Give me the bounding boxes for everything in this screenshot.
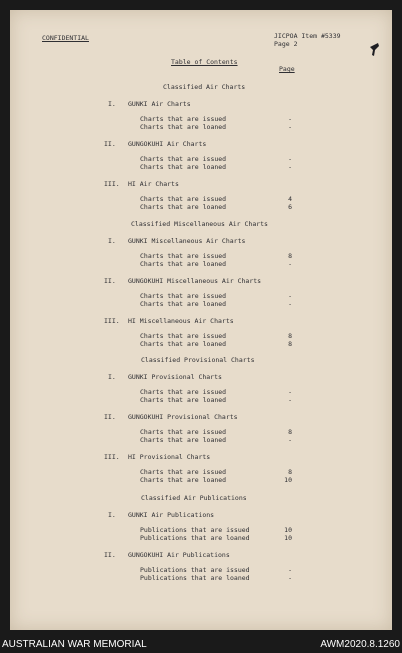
entry-page: 10 — [284, 534, 292, 542]
group-numeral: II. — [104, 413, 116, 421]
entry-page: - — [288, 123, 292, 131]
entry-label: Charts that are loaned — [140, 163, 227, 171]
entry-label: Charts that are loaned — [140, 203, 227, 211]
page-number: Page 2 — [274, 40, 298, 48]
entry-page: - — [288, 574, 292, 582]
entry-label: Charts that are loaned — [140, 436, 227, 444]
entry-page: - — [288, 300, 292, 308]
footer-bar — [0, 636, 402, 653]
entry-label: Publications that are issued — [140, 526, 250, 534]
entry-label: Charts that are issued — [140, 428, 227, 436]
entry-page: - — [288, 115, 292, 123]
section-heading: Classified Air Publications — [141, 494, 247, 502]
entry-page: 6 — [288, 203, 292, 211]
entry-label: Charts that are issued — [140, 468, 227, 476]
institution-name: AUSTRALIAN WAR MEMORIAL — [2, 639, 147, 650]
entry-page: - — [288, 155, 292, 163]
section-heading: Classified Miscellaneous Air Charts — [131, 220, 268, 228]
entry-label: Publications that are loaned — [140, 574, 250, 582]
entry-page: - — [288, 388, 292, 396]
entry-label: Charts that are issued — [140, 195, 227, 203]
entry-page: 8 — [288, 428, 292, 436]
entry-page: 8 — [288, 252, 292, 260]
entry-label: Charts that are issued — [140, 292, 227, 300]
group-title: HI Air Charts — [128, 180, 179, 188]
section-heading: Classified Air Charts — [163, 83, 246, 91]
document-page — [10, 10, 392, 630]
entry-page: 10 — [284, 476, 292, 484]
entry-page: - — [288, 566, 292, 574]
group-numeral: I. — [108, 100, 116, 108]
group-title: GUNKI Air Publications — [128, 511, 215, 519]
entry-page: - — [288, 163, 292, 171]
entry-page: 8 — [288, 340, 292, 348]
group-numeral: I. — [108, 237, 116, 245]
entry-label: Publications that are loaned — [140, 534, 250, 542]
group-title: HI Miscellaneous Air Charts — [128, 317, 234, 325]
entry-page: 4 — [288, 195, 292, 203]
group-title: GUNGOKUHI Air Charts — [128, 140, 207, 148]
entry-page: 10 — [284, 526, 292, 534]
entry-label: Charts that are loaned — [140, 476, 227, 484]
entry-label: Publications that are issued — [140, 566, 250, 574]
group-numeral: I. — [108, 511, 116, 519]
group-title: GUNKI Provisional Charts — [128, 373, 222, 381]
group-title: GUNGOKUHI Provisional Charts — [128, 413, 238, 421]
section-heading: Classified Provisional Charts — [141, 356, 255, 364]
group-numeral: III. — [104, 453, 120, 461]
entry-page: - — [288, 260, 292, 268]
entry-label: Charts that are issued — [140, 388, 227, 396]
entry-label: Charts that are issued — [140, 332, 227, 340]
group-numeral: II. — [104, 140, 116, 148]
entry-page: - — [288, 436, 292, 444]
entry-label: Charts that are issued — [140, 115, 227, 123]
group-title: GUNKI Air Charts — [128, 100, 191, 108]
group-title: GUNKI Miscellaneous Air Charts — [128, 237, 246, 245]
group-numeral: III. — [104, 317, 120, 325]
entry-page: 8 — [288, 468, 292, 476]
ink-mark-icon — [368, 41, 380, 57]
entry-label: Charts that are loaned — [140, 260, 227, 268]
entry-page: - — [288, 292, 292, 300]
entry-label: Charts that are loaned — [140, 300, 227, 308]
group-numeral: I. — [108, 373, 116, 381]
classification-label: CONFIDENTIAL — [42, 34, 89, 42]
group-title: GUNGOKUHI Miscellaneous Air Charts — [128, 277, 262, 285]
toc-title: Table of Contents — [171, 58, 238, 66]
item-number: JICPOA Item #5339 — [274, 32, 341, 40]
group-numeral: II. — [104, 277, 116, 285]
entry-page: - — [288, 396, 292, 404]
catalog-reference: AWM2020.8.1260 — [320, 639, 400, 650]
group-title: HI Provisional Charts — [128, 453, 211, 461]
entry-label: Charts that are loaned — [140, 396, 227, 404]
entry-label: Charts that are issued — [140, 252, 227, 260]
page-column-label: Page — [279, 65, 295, 73]
entry-page: 8 — [288, 332, 292, 340]
group-title: GUNGOKUHI Air Publications — [128, 551, 230, 559]
group-numeral: II. — [104, 551, 116, 559]
entry-label: Charts that are loaned — [140, 340, 227, 348]
group-numeral: III. — [104, 180, 120, 188]
entry-label: Charts that are issued — [140, 155, 227, 163]
entry-label: Charts that are loaned — [140, 123, 227, 131]
